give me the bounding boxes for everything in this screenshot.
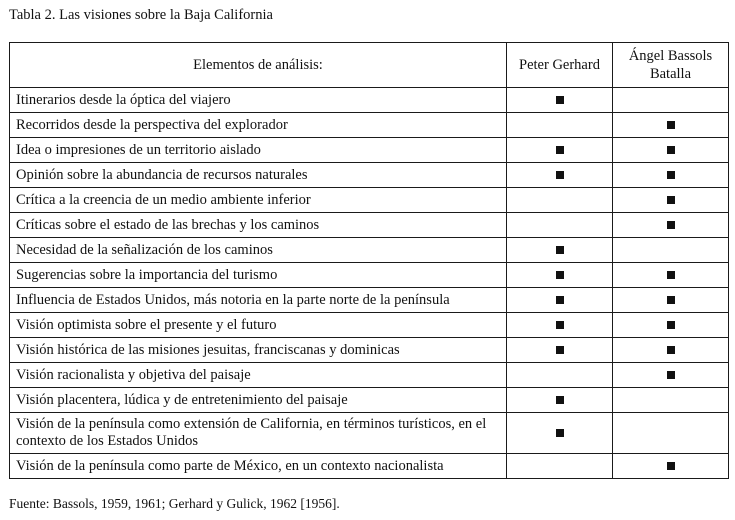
bassols-cell [613,238,729,263]
check-square-icon [667,296,675,304]
gerhard-cell [507,88,613,113]
check-square-icon [667,146,675,154]
table-row [10,288,729,313]
check-square-icon [667,462,675,470]
gerhard-cell [507,238,613,263]
header-angel-bassols [613,43,729,88]
row-label: Críticas sobre el estado de las brechas y los caminos [10,213,507,238]
row-label: Visión placentera, lúdica y de entretenimiento del paisaje [10,388,507,413]
bassols-cell [613,213,729,238]
check-square-icon [667,346,675,354]
row-label: Sugerencias sobre la importancia del turismo [10,263,507,288]
bassols-cell [613,388,729,413]
check-square-icon [556,321,564,329]
check-square-icon [667,171,675,179]
row-label: Visión de la península como extensión de California, en términos turísticos, en el contexto de los Estados Unidos [10,413,507,454]
gerhard-cell [507,113,613,138]
check-square-icon [556,246,564,254]
gerhard-cell [507,413,613,454]
row-label: Opinión sobre la abundancia de recursos naturales [10,163,507,188]
table-row [10,363,729,388]
check-square-icon [667,121,675,129]
bassols-cell [613,413,729,454]
row-label: Visión optimista sobre el presente y el futuro [10,313,507,338]
check-square-icon [667,221,675,229]
table-row [10,263,729,288]
check-square-icon [556,146,564,154]
table-row [10,388,729,413]
check-square-icon [556,429,564,437]
gerhard-cell [507,163,613,188]
bassols-cell [613,113,729,138]
gerhard-cell [507,138,613,163]
bassols-cell [613,363,729,388]
table-row [10,238,729,263]
table-row [10,454,729,479]
table-row [10,213,729,238]
bassols-cell [613,163,729,188]
check-square-icon [667,371,675,379]
row-label: Visión de la península como parte de México, en un contexto nacionalista [10,454,507,479]
gerhard-cell [507,313,613,338]
bassols-cell [613,338,729,363]
row-label: Visión racionalista y objetiva del paisaje [10,363,507,388]
check-square-icon [556,296,564,304]
bassols-cell [613,454,729,479]
header-row [10,43,729,88]
table-caption: Tabla 2. Las visiones sobre la Baja California [9,7,273,23]
table-row [10,113,729,138]
row-label: Visión histórica de las misiones jesuitas, franciscanas y dominicas [10,338,507,363]
bassols-cell [613,188,729,213]
bassols-cell [613,88,729,113]
bassols-cell [613,313,729,338]
header-angel-bassols-line2: Batalla [649,66,692,82]
table-row [10,138,729,163]
check-square-icon [556,96,564,104]
bassols-cell [613,288,729,313]
check-square-icon [667,196,675,204]
header-peter-gerhard: Peter Gerhard [507,43,613,88]
table-row [10,188,729,213]
gerhard-cell [507,263,613,288]
gerhard-cell [507,454,613,479]
bassols-cell [613,138,729,163]
check-square-icon [556,271,564,279]
row-label: Influencia de Estados Unidos, más notoria en la parte norte de la península [10,288,507,313]
table-row [10,338,729,363]
gerhard-cell [507,288,613,313]
gerhard-cell [507,188,613,213]
table-row [10,313,729,338]
gerhard-cell [507,388,613,413]
header-elements: Elementos de análisis: [10,43,507,88]
gerhard-cell [507,338,613,363]
gerhard-cell [507,213,613,238]
check-square-icon [667,271,675,279]
row-label: Crítica a la creencia de un medio ambiente inferior [10,188,507,213]
comparison-table [9,42,729,479]
table-row [10,88,729,113]
check-square-icon [556,396,564,404]
table-row [10,163,729,188]
row-label: Necesidad de la señalización de los caminos [10,238,507,263]
table-row [10,413,729,454]
check-square-icon [556,346,564,354]
row-label: Recorridos desde la perspectiva del explorador [10,113,507,138]
check-square-icon [667,321,675,329]
row-label: Idea o impresiones de un territorio aislado [10,138,507,163]
bassols-cell [613,263,729,288]
row-label: Itinerarios desde la óptica del viajero [10,88,507,113]
header-angel-bassols-line1: Ángel Bassols [628,48,713,64]
check-square-icon [556,171,564,179]
source-note: Fuente: Bassols, 1959, 1961; Gerhard y Gulick, 1962 [1956]. [9,496,340,511]
gerhard-cell [507,363,613,388]
